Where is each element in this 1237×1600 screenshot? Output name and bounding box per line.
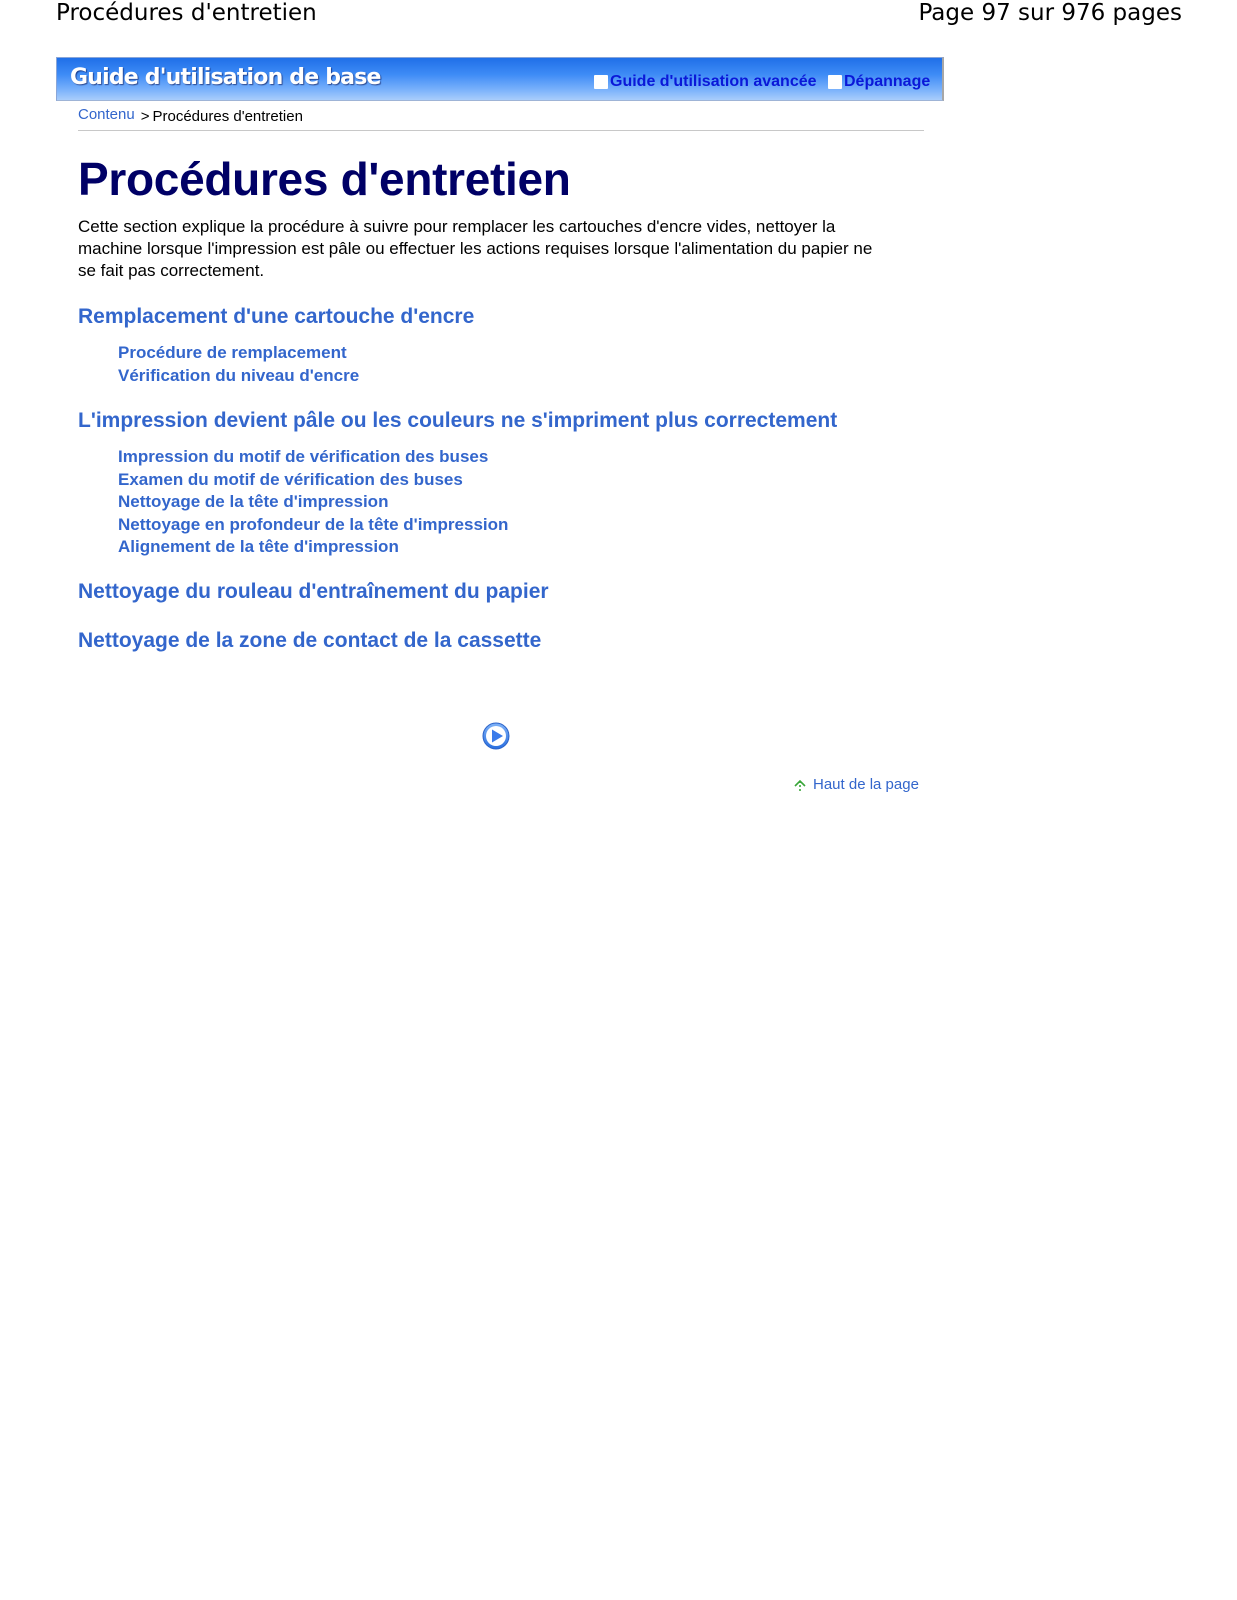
breadcrumb-separator: >: [140, 108, 150, 125]
advanced-guide-link[interactable]: [594, 73, 817, 91]
advanced-guide-label: Guide d'utilisation avancée: [610, 73, 817, 90]
list-item[interactable]: Vérification du niveau d'encre: [118, 365, 360, 385]
guide-banner: [56, 57, 944, 101]
list-item[interactable]: Examen du motif de vérification des buses: [118, 469, 463, 489]
list-item[interactable]: Nettoyage de la tête d'impression: [118, 492, 389, 511]
page-title: Procédures d'entretien: [78, 153, 571, 205]
section-ink-replacement-link[interactable]: Remplacement d'une cartouche d'encre: [78, 305, 475, 328]
breadcrumb-current: Procédures d'entretien: [152, 108, 303, 125]
back-to-top-label: Haut de la page: [813, 776, 919, 793]
troubleshooting-label: Dépannage: [844, 73, 931, 90]
banner-title: Guide d'utilisation de base: [70, 65, 381, 90]
print-header-page-info: Page 97 sur 976 pages: [918, 0, 1182, 26]
section-faint-print-link[interactable]: L'impression devient pâle ou les couleurs ne s'impriment plus correctement: [78, 409, 838, 432]
next-arrow-icon[interactable]: [482, 722, 510, 750]
print-header-title: Procédures d'entretien: [56, 0, 317, 26]
intro-paragraph: Cette section explique la procédure à suivre pour remplacer les cartouches d'encre vides, nettoyer la machine lorsque l'impression est pâle ou effectuer les actions requises lorsque l'alimentation du papier ne se fait pas correctement.: [78, 217, 873, 280]
section-ink-replacement-list: [118, 342, 359, 387]
section-faint-print-list: [118, 446, 508, 559]
checkbox-icon: [594, 75, 608, 89]
list-item[interactable]: Impression du motif de vérification des buses: [118, 447, 489, 466]
troubleshooting-link[interactable]: [828, 73, 930, 91]
print-header: [56, 0, 1182, 34]
breadcrumb-contents-link[interactable]: Contenu: [78, 106, 135, 123]
checkbox-icon: [828, 75, 842, 89]
list-item[interactable]: Alignement de la tête d'impression: [118, 537, 399, 556]
back-to-top-link[interactable]: [792, 775, 919, 794]
section-cassette-pad-link[interactable]: Nettoyage de la zone de contact de la cassette: [78, 629, 542, 652]
list-item[interactable]: Nettoyage en profondeur de la tête d'impression: [118, 514, 509, 534]
section-paper-roller-link[interactable]: Nettoyage du rouleau d'entraînement du papier: [78, 580, 549, 603]
up-arrow-icon: [792, 778, 808, 794]
list-item[interactable]: Procédure de remplacement: [118, 343, 347, 362]
breadcrumb: [78, 108, 924, 131]
